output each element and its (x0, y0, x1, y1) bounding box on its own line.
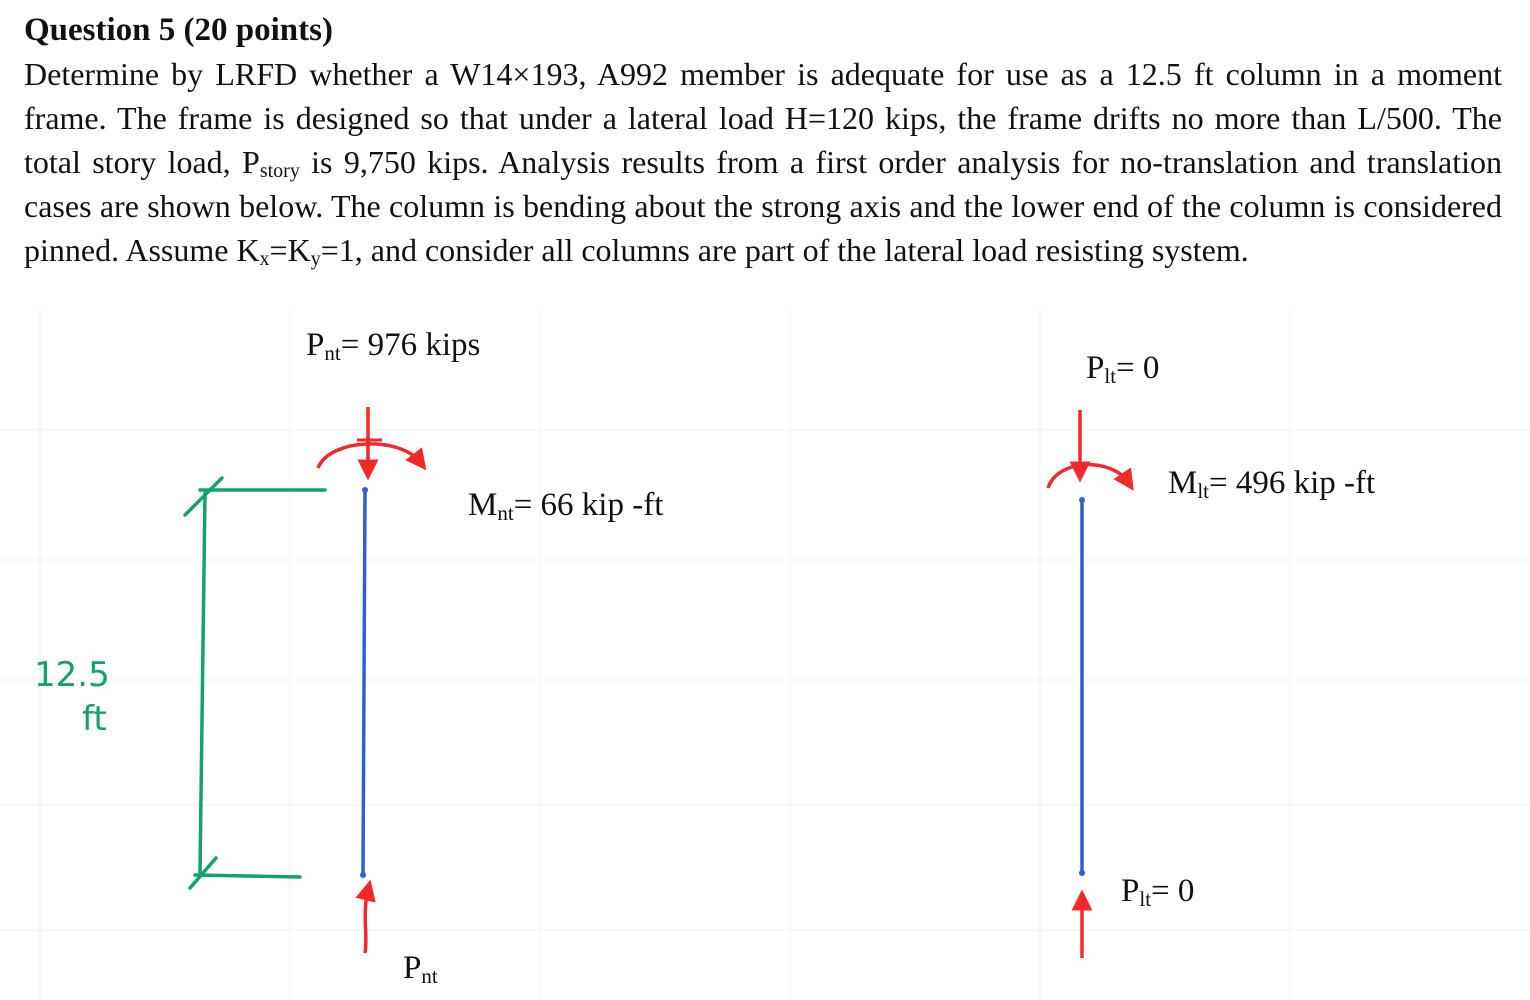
left-bottom-load-subscript: nt (421, 964, 438, 988)
left-moment-subscript: nt (497, 501, 514, 525)
dimension-bottom-tick (190, 858, 216, 888)
left-moment-label (468, 487, 663, 523)
left-top-load-subscript: nt (324, 341, 341, 365)
right-moment-subscript: lt (1197, 479, 1210, 503)
left-moment-value: = 66 kip -ft (513, 487, 664, 523)
right-top-load-value: = 0 (1116, 350, 1160, 386)
left-top-load-value: = 976 kips (340, 327, 481, 363)
kx-subscript: x (259, 248, 270, 270)
column-diagram (0, 310, 1530, 1000)
right-column-top-node (1079, 497, 1085, 503)
left-column-bottom-node (360, 872, 366, 878)
right-bottom-load-subscript: lt (1139, 887, 1152, 911)
left-bottom-axial-arrow (365, 890, 368, 953)
right-column-bottom-node (1079, 870, 1085, 876)
question-block (24, 8, 1502, 272)
dimension-vertical-line (200, 493, 205, 872)
right-moment-symbol: M (1168, 465, 1198, 501)
background-grid (0, 310, 1530, 1000)
left-top-load-symbol: P (306, 327, 325, 363)
ky-subscript: y (310, 248, 321, 270)
left-column-top-node (362, 487, 368, 493)
right-top-load-label (1086, 350, 1159, 386)
left-bottom-load-label (403, 950, 438, 986)
length-label (34, 653, 110, 741)
length-value: 12.5 (34, 655, 110, 695)
question-text-part-4: =1, and consider all columns are part of the lateral load resisting system. (320, 232, 1249, 268)
dimension-bottom-extension (195, 875, 300, 877)
question-text-part-2: is 9,750 kips. Analysis results from a first order analysis for no-translation and translation cases are shown below. The column is bending about the strong axis and the lower end of the column is considered pinned. Assume K (24, 144, 1503, 268)
question-title: Question 5 (20 points) (24, 12, 333, 48)
question-text-part-3: =K (269, 232, 311, 268)
length-dimension (185, 478, 325, 888)
left-moment-symbol: M (468, 487, 498, 523)
right-top-load-symbol: P (1086, 350, 1105, 386)
right-moment-arrow (1048, 465, 1128, 488)
question-text (24, 52, 1502, 272)
length-unit: ft (82, 699, 107, 739)
right-bottom-load-value: = 0 (1151, 873, 1195, 909)
question-text-part-1: Determine by LRFD whether a W14×193, A992 member is adequate for use as a 12.5 ft column in a moment frame. The frame is designed so that under a lateral load H=120 kips, the frame drifts no more than L/500. The total story load, P (24, 56, 1502, 180)
right-top-load-subscript: lt (1104, 364, 1117, 388)
left-column (363, 490, 365, 875)
right-moment-label (1168, 465, 1375, 501)
right-bottom-load-label (1121, 873, 1194, 909)
diagram-svg (0, 310, 1530, 1000)
right-moment-value: = 496 kip -ft (1209, 465, 1376, 501)
right-bottom-load-symbol: P (1121, 873, 1140, 909)
left-bottom-load-symbol: P (403, 950, 422, 986)
p-story-subscript: story (259, 160, 300, 182)
left-top-load-label (306, 327, 480, 363)
